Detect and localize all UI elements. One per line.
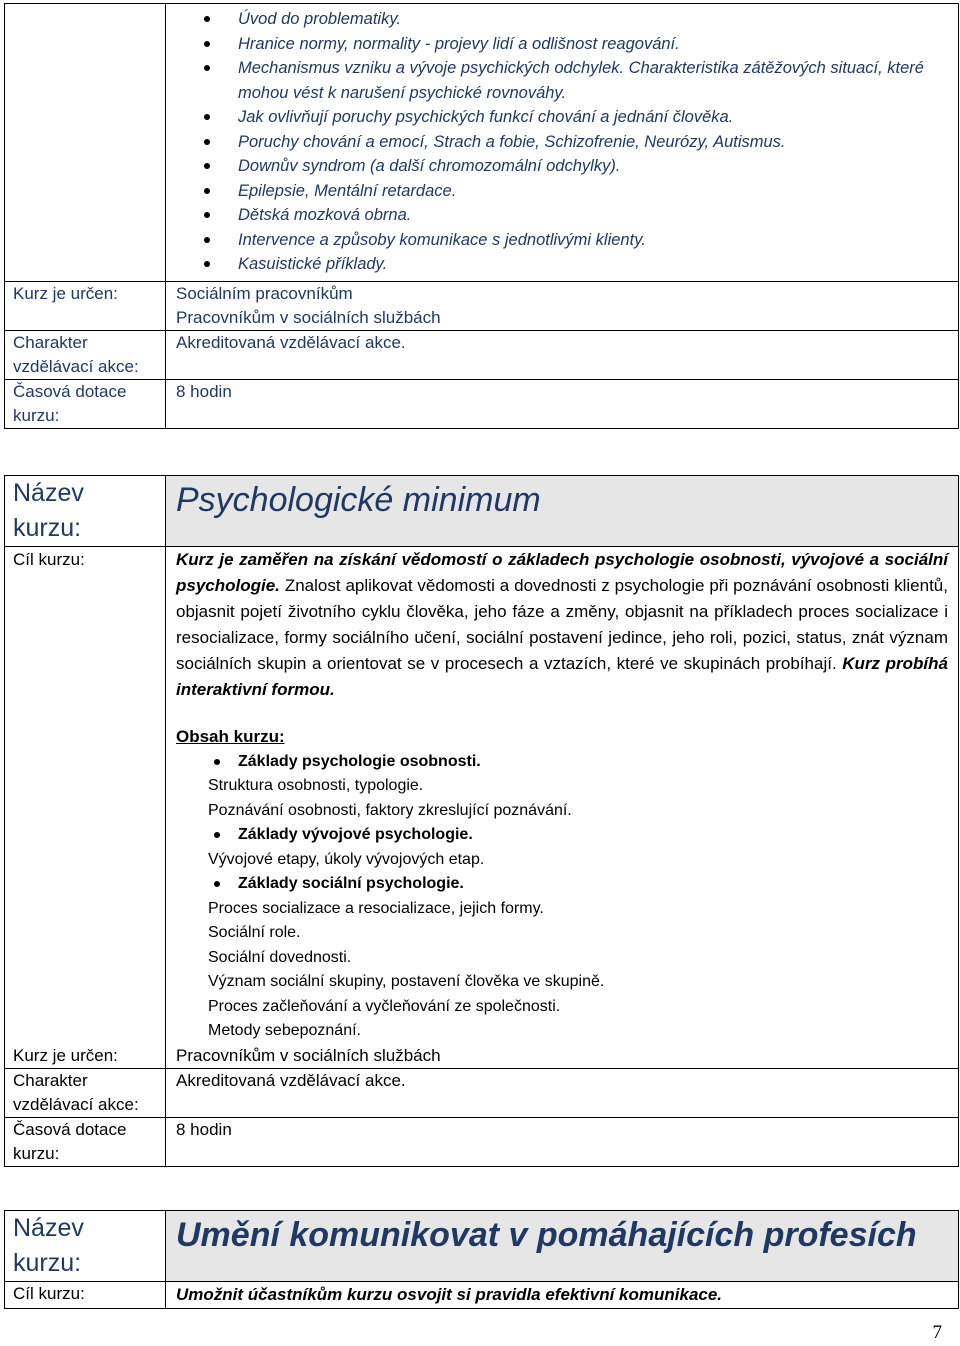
char-value: Akreditovaná vzdělávací akce.	[176, 333, 406, 352]
topic-item: Poruchy chování a emocí, Strach a fobie, Schizofrenie, Neurózy, Autismus.	[238, 130, 958, 155]
target-value: Pracovníkům v sociálních službách	[176, 308, 441, 327]
name-label: Název	[13, 1214, 84, 1242]
content-subitem: Sociální role.	[208, 924, 301, 941]
char-label: vzdělávací akce:	[13, 1094, 139, 1114]
topic-item: Epilepsie, Mentální retardace.	[238, 179, 958, 204]
aim-bold: Kurz je zaměřen na získání vědomostí o základech psychologie osobnosti, vývojové a sociální psychologie.	[176, 550, 948, 595]
aim-content-cell	[166, 547, 959, 1069]
name-label-cell	[5, 476, 166, 547]
aim-value: Umožnit účastníkům kurzu osvojit si pravidla efektivní komunikace.	[176, 1285, 723, 1304]
name-label-cell	[5, 1211, 166, 1282]
time-value-cell	[166, 1117, 959, 1166]
topic-item: Jak ovlivňují poruchy psychických funkcí chování a jednání člověka.	[238, 105, 958, 130]
content-list	[166, 725, 958, 1068]
aim-label-cell	[5, 1282, 166, 1309]
course-title: Psychologické minimum	[176, 481, 541, 519]
char-value: Akreditovaná vzdělávací akce.	[176, 1070, 406, 1090]
char-value-cell	[166, 1068, 959, 1117]
name-label: Název	[13, 479, 84, 507]
target-label: Kurz je určen:	[13, 284, 118, 303]
course-table-2	[4, 475, 959, 1167]
aim-label-cell	[5, 547, 166, 1069]
topic-item: Úvod do problematiky.	[238, 7, 958, 32]
time-label: Časová dotace	[13, 382, 127, 401]
topic-item: Intervence a způsoby komunikace s jednotlivými klienty.	[238, 228, 958, 253]
target-label-cell	[5, 282, 166, 331]
content-subitem: Metody sebepoznání.	[208, 1022, 361, 1039]
content-item: Základy psychologie osobnosti.	[176, 750, 948, 775]
time-label: Časová dotace	[13, 1119, 127, 1139]
aim-label: Cíl kurzu:	[13, 549, 85, 569]
content-item: Základy sociální psychologie.	[176, 872, 948, 897]
char-label-cell	[5, 331, 166, 380]
topic-item: Mechanismus vzniku a vývoje psychických odchylek. Charakteristika zátěžových situací, které mohou vést k narušení psychické rovnováhy.	[238, 56, 958, 105]
page-number: 7	[932, 1322, 942, 1343]
content-subitem: Proces socializace a resocializace, jejich formy.	[208, 899, 544, 917]
char-label-cell	[5, 1068, 166, 1117]
content-subitem: Struktura osobnosti, typologie.	[208, 777, 424, 794]
time-value: 8 hodin	[176, 1119, 232, 1139]
content-subitem: Poznávání osobnosti, faktory zkreslující poznávání.	[208, 801, 572, 819]
topics-cell	[166, 4, 959, 282]
topic-item: Downův syndrom (a další chromozomální odchylky).	[238, 154, 958, 179]
content-heading: Obsah kurzu:	[176, 727, 285, 746]
time-label-cell	[5, 380, 166, 429]
aim-paragraph	[166, 547, 958, 703]
target-value-cell	[166, 282, 959, 331]
char-label: vzdělávací akce:	[13, 357, 139, 376]
time-label: kurzu:	[13, 1143, 60, 1163]
empty-label-cell	[5, 4, 166, 282]
content-subitem: Sociální dovednosti.	[208, 948, 352, 966]
time-value-cell	[166, 380, 959, 429]
target-label: Kurz je určen:	[13, 1045, 118, 1065]
content-subitem: Význam sociální skupiny, postavení člověka ve skupině.	[208, 973, 605, 990]
aim-label: Cíl kurzu:	[13, 1284, 85, 1303]
course-table-3	[4, 1210, 959, 1309]
topic-item: Hranice normy, normality - projevy lidí a odlišnost reagování.	[238, 32, 958, 57]
target-value: Sociálním pracovníkům	[176, 284, 353, 303]
content-item: Základy vývojové psychologie.	[176, 823, 948, 848]
aim-end: Kurz probíhá interaktivní formou.	[176, 654, 948, 699]
time-label-cell	[5, 1117, 166, 1166]
char-label: Charakter	[13, 333, 88, 352]
course-title: Umění komunikovat v pomáhajících profesích	[176, 1216, 917, 1254]
content-subitem: Proces začleňování a vyčleňování ze společnosti.	[208, 997, 561, 1015]
title-cell	[166, 476, 959, 547]
name-label: kurzu:	[13, 1249, 82, 1277]
char-label: Charakter	[13, 1070, 88, 1090]
topic-item: Kasuistické příklady.	[238, 252, 958, 277]
char-value-cell	[166, 331, 959, 380]
name-label: kurzu:	[13, 514, 82, 542]
time-value: 8 hodin	[176, 382, 232, 401]
course-table-1	[4, 3, 959, 429]
topics-list	[166, 4, 958, 277]
topic-item: Dětská mozková obrna.	[238, 203, 958, 228]
content-subitem: Vývojové etapy, úkoly vývojových etap.	[208, 850, 485, 868]
aim-text: Znalost aplikovat vědomosti a dovednosti z psychologie při poznávání osobnosti klientů, objasnit pojetí životního cyklu člověka, jeho fáze a změny, objasnit na příkladech proces socializace i resocializace, formy sociálního učení, sociální postavení jedince, jeho roli, pozici, status, znát význam sociálních skupin a orientovat se v procesech a vztazích, které ve skupinách probíhají.	[176, 576, 948, 673]
title-cell	[166, 1211, 959, 1282]
target-value: Pracovníkům v sociálních službách	[176, 1045, 441, 1065]
time-label: kurzu:	[13, 406, 60, 425]
aim-value-cell	[166, 1282, 959, 1309]
